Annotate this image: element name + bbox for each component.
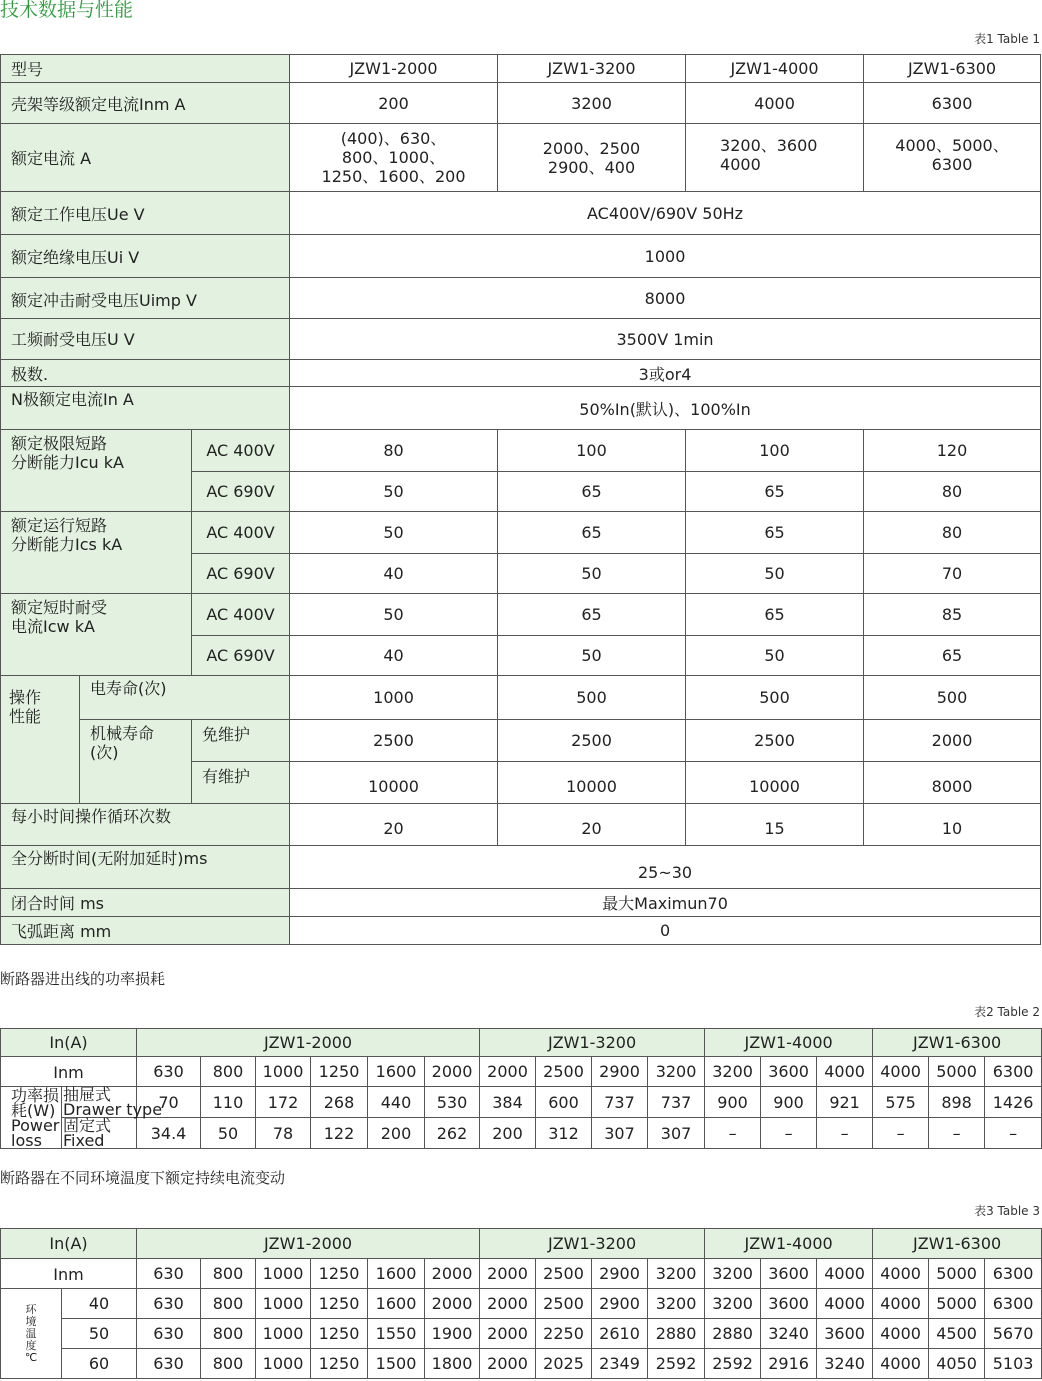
value-cell: 8000	[864, 762, 1041, 804]
rated-current-cell: 1900	[425, 1319, 480, 1349]
value-cell: 50	[290, 512, 498, 554]
table-row	[1, 720, 1041, 762]
inm-cell: 2500	[536, 1057, 592, 1087]
rated-current-cell: 4000	[873, 1319, 929, 1349]
rated-current-cell	[498, 124, 686, 192]
value-cell: 50	[290, 472, 498, 512]
table-row	[1, 594, 1041, 636]
rated-current-cell: 1250	[311, 1349, 368, 1379]
value-cell: 100	[686, 430, 864, 472]
table-row	[1, 55, 1041, 83]
inm-cell: 3600	[761, 1259, 817, 1289]
inm-cell: 4000	[873, 1259, 929, 1289]
value-cell: 6300	[864, 83, 1041, 124]
value-cell: 65	[686, 472, 864, 512]
value-cell: 50	[498, 554, 686, 594]
value-cell: 2500	[290, 720, 498, 762]
value-cell: 65	[498, 512, 686, 554]
fixed-loss-cell: 307	[648, 1118, 705, 1149]
ac690-label: AC 690V	[192, 636, 290, 676]
value-cell: 85	[864, 594, 1041, 636]
inm-cell: 2000	[425, 1057, 480, 1087]
value-cell: 50	[686, 554, 864, 594]
ue-label: 额定工作电压Ue V	[1, 192, 290, 235]
table-row	[1, 430, 1041, 472]
ics-label	[1, 512, 192, 594]
inm-cell: 5000	[929, 1259, 985, 1289]
fixed-loss-cell: 307	[592, 1118, 648, 1149]
table-row	[1, 1289, 1042, 1319]
rated-current-cell: 3240	[817, 1349, 873, 1379]
rated-current-cell: 4000	[873, 1349, 929, 1379]
rated-current-cell: 3600	[761, 1289, 817, 1319]
drawer-loss-cell: 1426	[985, 1087, 1042, 1118]
in-label: In(A)	[1, 1229, 137, 1259]
drawer-loss-cell: 737	[648, 1087, 705, 1118]
inm-cell: 1250	[311, 1057, 368, 1087]
table2-caption: 表2 Table 2	[974, 1005, 1040, 1019]
value-cell: 50	[290, 594, 498, 636]
uimp-value: 8000	[290, 278, 1041, 319]
inm-cell: 4000	[817, 1259, 873, 1289]
line: 额定运行短路	[11, 516, 108, 535]
line: 温	[25, 1326, 37, 1340]
table-row	[1, 124, 1041, 192]
line: 分断能力Icu kA	[11, 453, 124, 472]
table-row	[1, 1087, 1042, 1118]
with-maintenance-label: 有维护	[192, 762, 290, 804]
line: 固定式	[63, 1116, 112, 1135]
model-cell: JZW1-6300	[864, 55, 1041, 83]
table-row	[1, 512, 1041, 554]
electrical-life-label: 电寿命(次)	[80, 676, 290, 720]
inm-cell: 1250	[311, 1259, 368, 1289]
fixed-loss-cell: 312	[536, 1118, 592, 1149]
inm-cell: 630	[137, 1057, 201, 1087]
table-row	[1, 1319, 1042, 1349]
rated-current-cell: 2592	[705, 1349, 761, 1379]
line: 操作	[9, 688, 42, 707]
line: loss	[11, 1130, 42, 1150]
inm-cell: 3200	[648, 1259, 705, 1289]
table-row	[1, 387, 1041, 430]
line: Fixed	[63, 1131, 105, 1150]
value-cell: 40	[290, 554, 498, 594]
rated-current-cell	[864, 124, 1041, 192]
inm-cell: 1600	[368, 1057, 425, 1087]
model-label: 型号	[1, 55, 290, 83]
drawer-loss-cell: 172	[256, 1087, 311, 1118]
rated-current-cell: 2610	[592, 1319, 648, 1349]
table2-title: 断路器进出线的功率损耗	[0, 970, 166, 988]
table-row	[1, 1029, 1042, 1057]
value-cell: 200	[290, 83, 498, 124]
value-cell: 100	[498, 430, 686, 472]
technical-data-table	[0, 54, 1041, 945]
table-row	[1, 1349, 1042, 1379]
table3-title: 断路器在不同环境温度下额定持续电流变动	[0, 1169, 286, 1187]
value-cell: 10000	[498, 762, 686, 804]
ui-value: 1000	[290, 235, 1041, 278]
drawer-loss-cell: 384	[480, 1087, 536, 1118]
line: (400)、630、	[340, 129, 447, 148]
rated-current-cell: 1500	[368, 1349, 425, 1379]
line: 2900、400	[547, 157, 636, 177]
ui-label: 额定绝缘电压Ui V	[1, 235, 290, 278]
rated-current-cell: 1800	[425, 1349, 480, 1379]
value-cell: 50	[498, 636, 686, 676]
rated-current-cell: 2025	[536, 1349, 592, 1379]
rated-current-cell: 2250	[536, 1319, 592, 1349]
group-header: JZW1-6300	[873, 1229, 1042, 1259]
value-cell: 50	[686, 636, 864, 676]
drawer-loss-cell: 921	[817, 1087, 873, 1118]
value-cell: 10	[864, 804, 1041, 846]
value-cell: 1000	[290, 676, 498, 720]
inm-cell: 5000	[929, 1057, 985, 1087]
inm-cell: 3600	[761, 1057, 817, 1087]
rated-current-cell	[290, 124, 498, 192]
group-header: JZW1-2000	[137, 1229, 480, 1259]
maintenance-free-label: 免维护	[192, 720, 290, 762]
arc-distance-label: 飞弧距离 mm	[1, 917, 290, 945]
fixed-loss-cell: 122	[311, 1118, 368, 1149]
ac400-label: AC 400V	[192, 430, 290, 472]
line: ℃	[24, 1350, 38, 1364]
break-time-label: 全分断时间(无附加延时)ms	[1, 846, 290, 889]
fixed-loss-cell: –	[705, 1118, 761, 1149]
mechanical-life-label	[80, 720, 192, 804]
line: Power	[11, 1115, 60, 1135]
n-pole-label: N极额定电流In A	[1, 387, 290, 430]
rated-current-cell: 4050	[929, 1349, 985, 1379]
drawer-loss-cell: 575	[873, 1087, 929, 1118]
ac690-label: AC 690V	[192, 472, 290, 512]
table-row	[1, 1259, 1042, 1289]
value-cell: 65	[498, 594, 686, 636]
rated-current-cell: 800	[201, 1319, 256, 1349]
uimp-label: 额定冲击耐受电压Uimp V	[1, 278, 290, 319]
drawer-loss-cell: 900	[705, 1087, 761, 1118]
line: 性能	[9, 707, 42, 726]
value-cell: 4000	[686, 83, 864, 124]
temperature-derating-table	[0, 1228, 1042, 1379]
rated-current-cell: 2000	[480, 1349, 536, 1379]
value-cell: 65	[864, 636, 1041, 676]
inm-cell: 6300	[985, 1057, 1042, 1087]
icu-label	[1, 430, 192, 512]
line: 6300	[931, 155, 973, 174]
fixed-loss-cell: 34.4	[137, 1118, 201, 1149]
temp-value: 50	[62, 1319, 137, 1349]
table-row	[1, 83, 1041, 124]
temp-value: 40	[62, 1289, 137, 1319]
value-cell: 65	[498, 472, 686, 512]
fixed-loss-cell: 50	[201, 1118, 256, 1149]
inm-cell: 800	[201, 1259, 256, 1289]
u-label: 工频耐受电压U V	[1, 319, 290, 360]
inm-cell: 6300	[985, 1259, 1042, 1289]
value-cell: 10000	[686, 762, 864, 804]
frame-current-label: 壳架等级额定电流Inm A	[1, 83, 290, 124]
value-cell: 500	[686, 676, 864, 720]
value-cell: 120	[864, 430, 1041, 472]
inm-cell: 3200	[705, 1057, 761, 1087]
inm-cell: 2900	[592, 1057, 648, 1087]
poles-label: 极数.	[1, 360, 290, 387]
close-time-label: 闭合时间 ms	[1, 889, 290, 917]
inm-cell: 2000	[480, 1057, 536, 1087]
line: 分断能力Ics kA	[11, 535, 123, 554]
rated-current-cell: 2880	[648, 1319, 705, 1349]
rated-current-cell: 2900	[592, 1289, 648, 1319]
rated-current-cell: 630	[137, 1319, 201, 1349]
line: 境	[25, 1314, 37, 1328]
line: 额定极限短路	[11, 434, 108, 453]
value-cell: 3200	[498, 83, 686, 124]
drawer-loss-cell: 440	[368, 1087, 425, 1118]
section-title: 技术数据与性能	[0, 0, 134, 21]
line: 1250、1600、200	[321, 167, 466, 186]
rated-current-cell: 2349	[592, 1349, 648, 1379]
rated-current-cell: 1000	[256, 1349, 311, 1379]
rated-current-cell: 2000	[480, 1289, 536, 1319]
ac400-label: AC 400V	[192, 594, 290, 636]
break-time-value: 25~30	[290, 846, 1041, 889]
drawer-loss-cell: 110	[201, 1087, 256, 1118]
line: 环	[25, 1302, 37, 1316]
rated-current-cell: 4500	[929, 1319, 985, 1349]
value-cell: 80	[864, 472, 1041, 512]
rated-current-cell: 800	[201, 1349, 256, 1379]
group-header: JZW1-4000	[705, 1029, 873, 1057]
table1-caption: 表1 Table 1	[974, 32, 1040, 46]
value-cell: 20	[498, 804, 686, 846]
rated-current-cell: 3200	[648, 1289, 705, 1319]
rated-current-cell: 5670	[985, 1319, 1042, 1349]
inm-cell: 4000	[817, 1057, 873, 1087]
inm-label: Inm	[1, 1259, 137, 1289]
rated-current-cell: 1000	[256, 1319, 311, 1349]
n-pole-value: 50%In(默认)、100%In	[290, 387, 1041, 430]
rated-current-cell: 2000	[480, 1319, 536, 1349]
table-row	[1, 1118, 1042, 1149]
line: Drawer type	[63, 1100, 163, 1119]
power-loss-label	[1, 1087, 62, 1149]
group-header: JZW1-6300	[873, 1029, 1042, 1057]
value-cell: 500	[864, 676, 1041, 720]
model-cell: JZW1-3200	[498, 55, 686, 83]
table-row	[1, 889, 1041, 917]
inm-cell: 3200	[705, 1259, 761, 1289]
inm-cell: 1600	[368, 1259, 425, 1289]
value-cell: 10000	[290, 762, 498, 804]
line: 4000、5000、	[895, 136, 1009, 155]
inm-cell: 3200	[648, 1057, 705, 1087]
value-cell: 2000	[864, 720, 1041, 762]
rated-current-cell: 5103	[985, 1349, 1042, 1379]
group-header: JZW1-3200	[480, 1029, 705, 1057]
ac400-label: AC 400V	[192, 512, 290, 554]
fixed-loss-cell: 262	[425, 1118, 480, 1149]
poles-value: 3或or4	[290, 360, 1041, 387]
inm-cell: 1000	[256, 1057, 311, 1087]
value-cell: 65	[686, 512, 864, 554]
fixed-loss-cell: 200	[480, 1118, 536, 1149]
fixed-loss-cell: –	[817, 1118, 873, 1149]
line: 电流Icw kA	[11, 617, 95, 636]
drawer-loss-cell: 900	[761, 1087, 817, 1118]
operation-label	[1, 676, 80, 804]
rated-current-cell: 1250	[311, 1289, 368, 1319]
rated-current-cell: 3600	[817, 1319, 873, 1349]
rated-current-cell: 2880	[705, 1319, 761, 1349]
rated-current-label: 额定电流 A	[1, 124, 290, 192]
table-row	[1, 319, 1041, 360]
table-row	[1, 1057, 1042, 1087]
inm-cell: 1000	[256, 1259, 311, 1289]
table-row	[1, 192, 1041, 235]
power-loss-table	[0, 1028, 1042, 1149]
fixed-loss-cell: 200	[368, 1118, 425, 1149]
value-cell: 15	[686, 804, 864, 846]
fixed-loss-cell: –	[985, 1118, 1042, 1149]
line: 耗(W)	[11, 1100, 56, 1120]
table-row	[1, 676, 1041, 720]
value-cell: 40	[290, 636, 498, 676]
table3-caption: 表3 Table 3	[974, 1204, 1040, 1218]
line: (次)	[90, 743, 119, 762]
line: 800、1000、	[341, 148, 446, 167]
table-row	[1, 804, 1041, 846]
rated-current-cell: 3200	[705, 1289, 761, 1319]
rated-current-cell: 2592	[648, 1349, 705, 1379]
rated-current-cell: 2916	[761, 1349, 817, 1379]
drawer-loss-cell: 70	[137, 1087, 201, 1118]
close-time-value: 最大Maximun70	[290, 889, 1041, 917]
ambient-temp-label	[1, 1289, 62, 1379]
fixed-loss-cell: –	[761, 1118, 817, 1149]
drawer-loss-cell: 268	[311, 1087, 368, 1118]
inm-cell: 2900	[592, 1259, 648, 1289]
arc-distance-value: 0	[290, 917, 1041, 945]
drawer-loss-cell: 898	[929, 1087, 985, 1118]
line: 抽屉式	[63, 1085, 112, 1104]
line: 4000	[720, 155, 761, 174]
u-value: 3500V 1min	[290, 319, 1041, 360]
drawer-type-label	[62, 1085, 163, 1119]
rated-current-cell: 1250	[311, 1319, 368, 1349]
drawer-loss-cell: 737	[592, 1087, 648, 1118]
drawer-loss-cell: 530	[425, 1087, 480, 1118]
inm-cell: 2000	[480, 1259, 536, 1289]
rated-current-cell: 630	[137, 1289, 201, 1319]
inm-cell: 800	[201, 1057, 256, 1087]
ac690-label: AC 690V	[192, 554, 290, 594]
fixed-loss-cell: –	[873, 1118, 929, 1149]
line: 3200、3600	[720, 136, 818, 155]
table-row	[1, 1229, 1042, 1259]
inm-label: Inm	[1, 1057, 137, 1087]
value-cell: 80	[290, 430, 498, 472]
table-row	[1, 846, 1041, 889]
rated-current-cell: 1550	[368, 1319, 425, 1349]
rated-current-cell: 5000	[929, 1289, 985, 1319]
value-cell: 80	[864, 512, 1041, 554]
model-cell: JZW1-4000	[686, 55, 864, 83]
rated-current-cell: 2500	[536, 1289, 592, 1319]
rated-current-cell: 800	[201, 1289, 256, 1319]
rated-current-cell: 2000	[425, 1289, 480, 1319]
cycles-label: 每小时间操作循环次数	[1, 804, 290, 846]
line: 机械寿命	[90, 724, 155, 743]
group-header: JZW1-2000	[137, 1029, 480, 1057]
temp-value: 60	[62, 1349, 137, 1379]
inm-cell: 4000	[873, 1057, 929, 1087]
table-row	[1, 917, 1041, 945]
table-row	[1, 360, 1041, 387]
inm-cell: 2000	[425, 1259, 480, 1289]
line: 度	[25, 1338, 37, 1352]
inm-cell: 630	[137, 1259, 201, 1289]
value-cell: 2500	[686, 720, 864, 762]
rated-current-cell: 6300	[985, 1289, 1042, 1319]
rated-current-cell: 1600	[368, 1289, 425, 1319]
value-cell: 500	[498, 676, 686, 720]
rated-current-cell: 4000	[873, 1289, 929, 1319]
ue-value: AC400V/690V 50Hz	[290, 192, 1041, 235]
fixed-loss-cell: –	[929, 1118, 985, 1149]
line: 2000、2500	[542, 138, 641, 158]
rated-current-cell: 3240	[761, 1319, 817, 1349]
fixed-loss-cell: 78	[256, 1118, 311, 1149]
in-label: In(A)	[1, 1029, 137, 1057]
inm-cell: 2500	[536, 1259, 592, 1289]
value-cell: 65	[686, 594, 864, 636]
table-row	[1, 278, 1041, 319]
line: 额定短时耐受	[11, 598, 108, 617]
model-cell: JZW1-2000	[290, 55, 498, 83]
fixed-type-label	[62, 1118, 137, 1149]
rated-current-cell	[686, 124, 864, 192]
value-cell: 20	[290, 804, 498, 846]
table-row	[1, 235, 1041, 278]
group-header: JZW1-3200	[480, 1229, 705, 1259]
value-cell: 2500	[498, 720, 686, 762]
line: 功率损	[11, 1085, 60, 1105]
value-cell: 70	[864, 554, 1041, 594]
drawer-loss-cell: 600	[536, 1087, 592, 1118]
rated-current-cell: 1000	[256, 1289, 311, 1319]
group-header: JZW1-4000	[705, 1229, 873, 1259]
rated-current-cell: 4000	[817, 1289, 873, 1319]
icw-label	[1, 594, 192, 676]
rated-current-cell: 630	[137, 1349, 201, 1379]
